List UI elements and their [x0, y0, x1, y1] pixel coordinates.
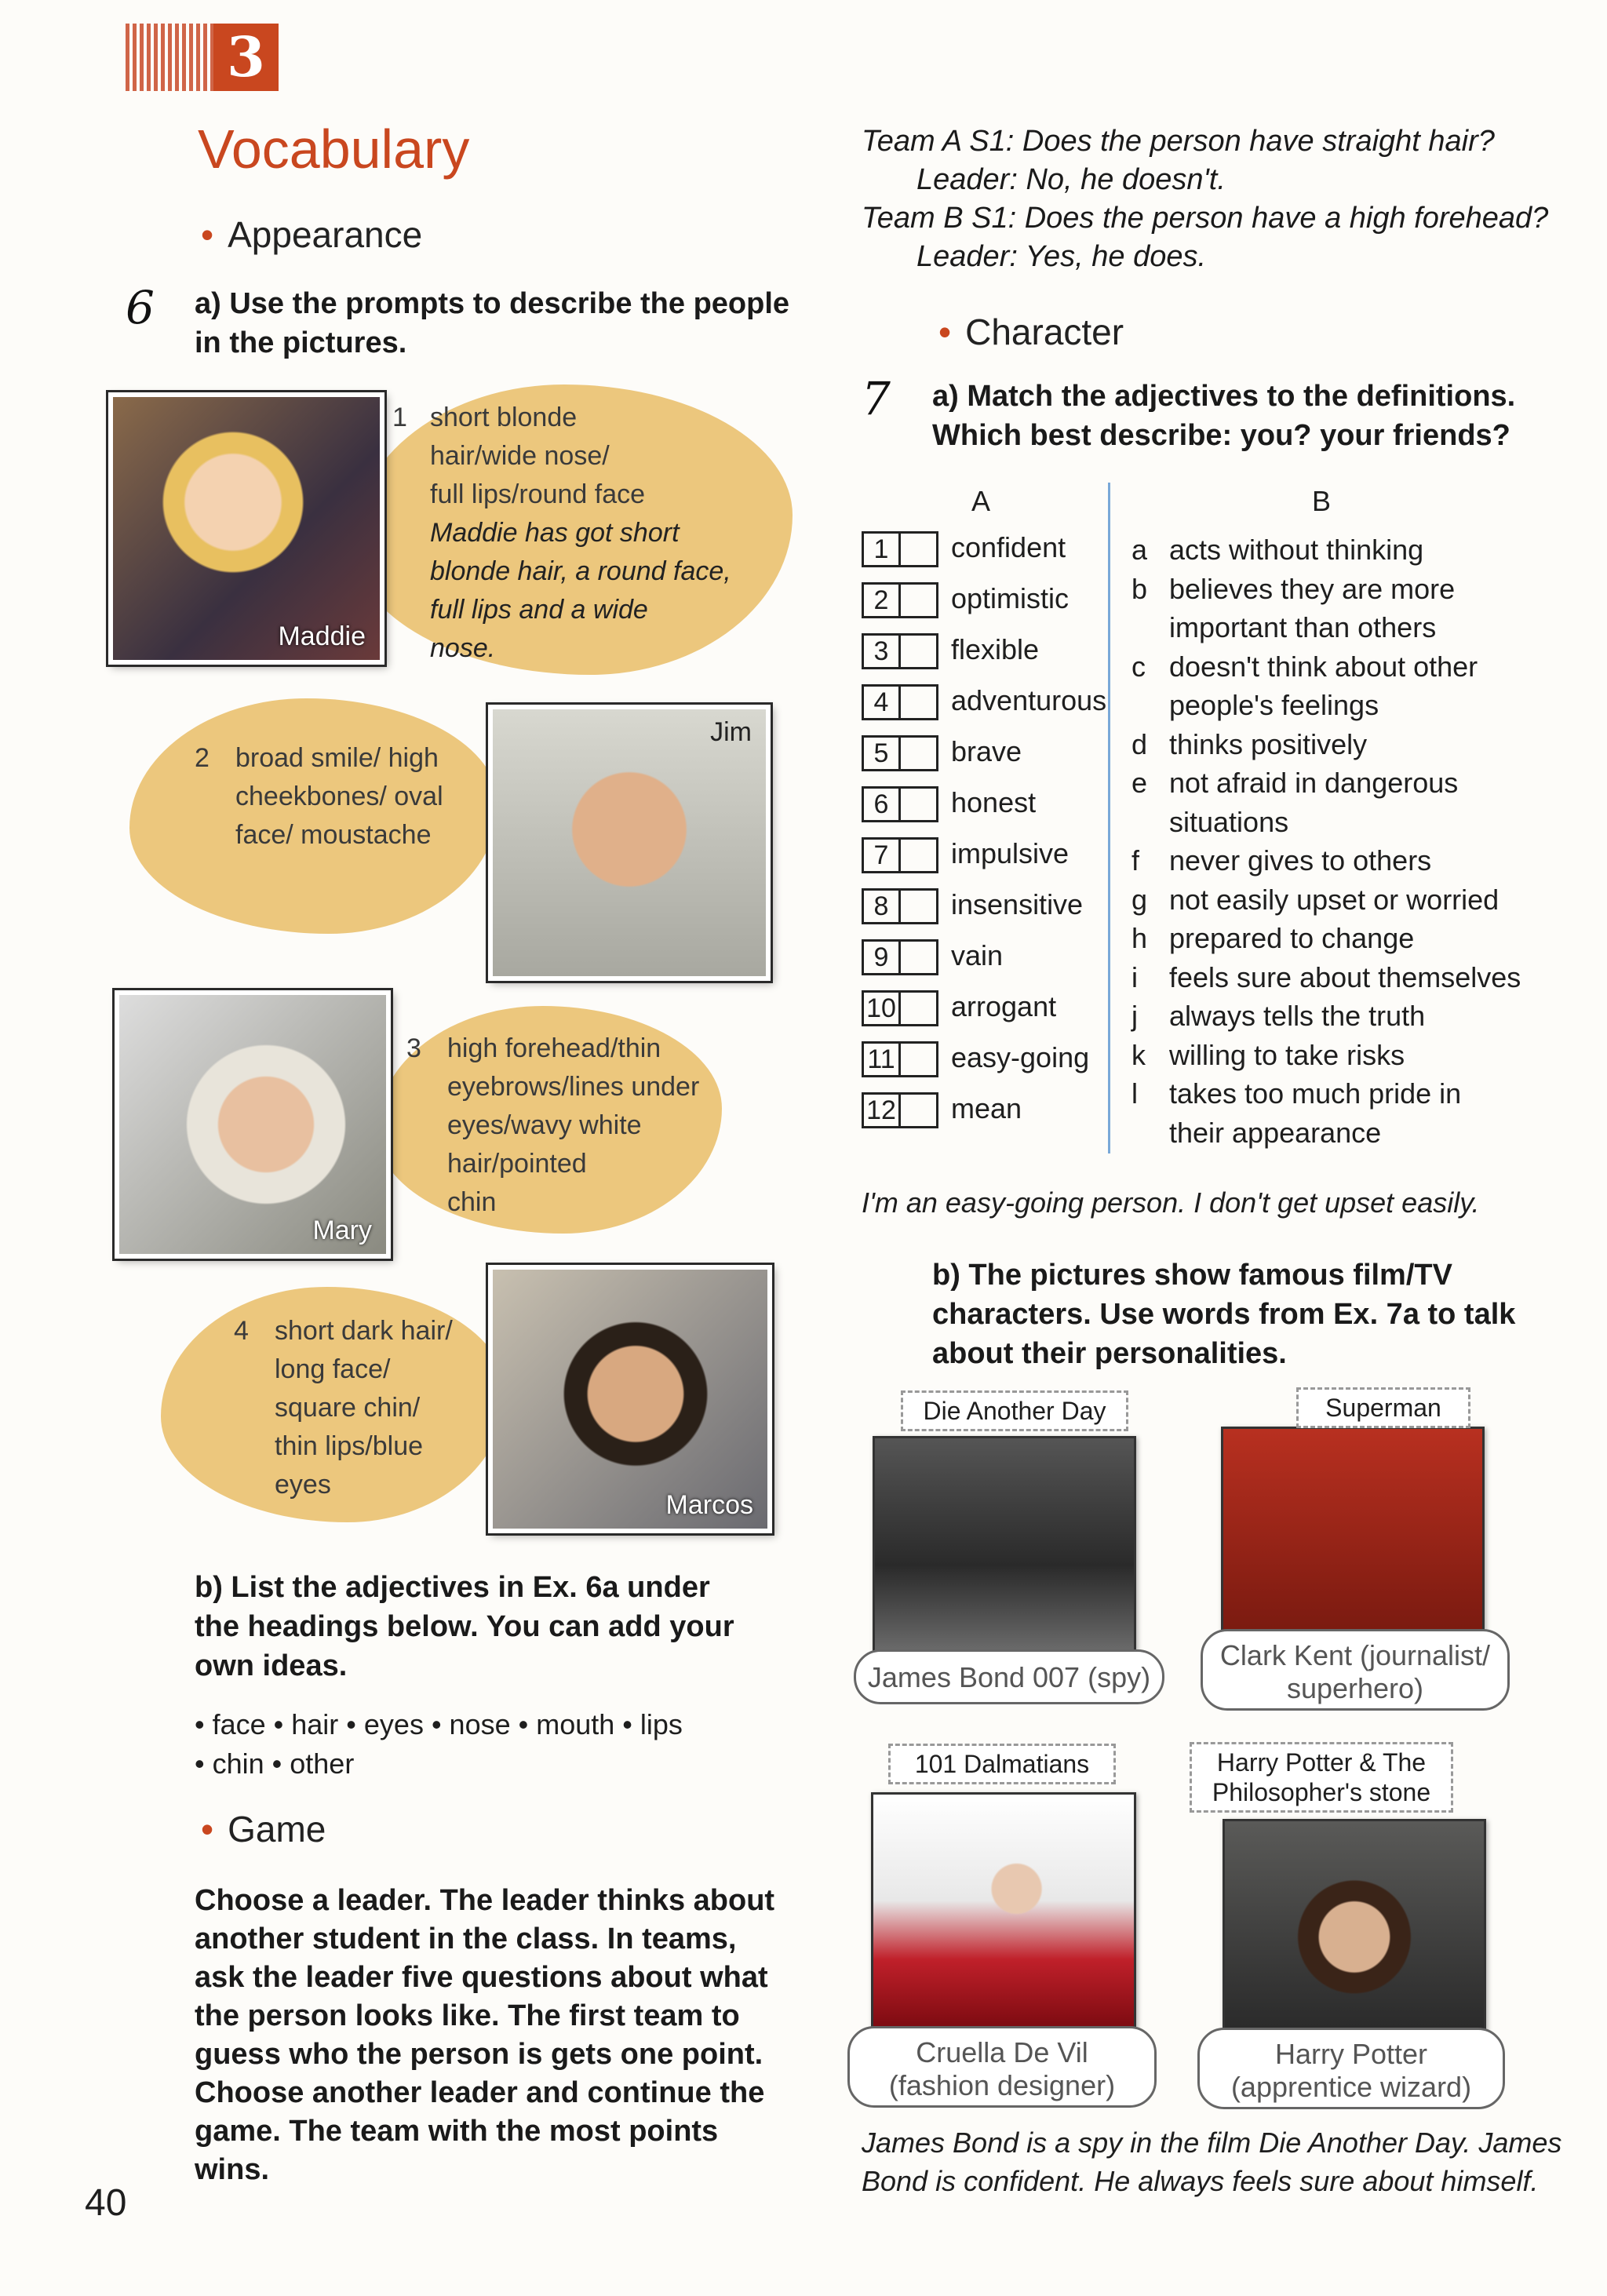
headings-line-2: • chin • other	[195, 1748, 355, 1780]
photo-caption: Jim	[710, 717, 752, 747]
definition: d thinks positively	[1131, 727, 1368, 760]
definition: e not afraid in dangerous situations	[1131, 767, 1459, 838]
prompt-line: hair/wide nose/	[430, 441, 610, 471]
model-line: blonde hair, a round face,	[430, 556, 731, 586]
appearance-heading: • Appearance	[201, 214, 423, 255]
answer-box[interactable]: 1	[862, 531, 938, 567]
adjective-row: 2 optimistic	[862, 581, 1106, 632]
answer-box[interactable]: 12	[862, 1092, 938, 1128]
answer-box[interactable]: 6	[862, 786, 938, 822]
exercise-7a-instruction: a) Match the adjectives to the definitions. Which best describe: you? your friends?	[932, 380, 1516, 452]
prompt-line: long face/	[275, 1354, 391, 1384]
prompt-line: face/ moustache	[235, 820, 432, 850]
definition: j always tells the truth	[1131, 1000, 1426, 1032]
prompt-line: eyes/wavy white	[447, 1110, 642, 1140]
column-divider	[1108, 483, 1110, 1153]
definition: i feels sure about themselves	[1131, 960, 1521, 993]
photo-mary	[115, 990, 391, 1259]
unit-badge	[126, 24, 279, 91]
prompt-line: high forehead/thin	[447, 1033, 661, 1063]
prompt-line: short dark hair/	[275, 1316, 453, 1346]
definition: g not easily upset or worried	[1131, 883, 1500, 916]
column-a-heading: A	[971, 485, 991, 517]
photo-caption: Marcos	[665, 1490, 753, 1520]
page-number: 40	[85, 2182, 127, 2224]
answer-box[interactable]: 9	[862, 939, 938, 975]
prompt-line: full lips/round face	[430, 479, 646, 509]
film-photo-bond	[873, 1436, 1136, 1653]
adjective-row: 6 honest	[862, 785, 1106, 836]
prompt-line: eyebrows/lines under	[447, 1072, 700, 1102]
example-line: Bond is confident. He always feels sure about himself.	[862, 2165, 1539, 2197]
photo-marcos	[488, 1265, 772, 1533]
answer-box[interactable]: 8	[862, 888, 938, 924]
exercise-6a-instruction: a) Use the prompts to describe the people in the pictures.	[195, 287, 790, 359]
definition: a acts without thinking	[1131, 534, 1424, 566]
definition: c doesn't think about other people's feelings	[1131, 650, 1478, 721]
label-line: Harry Potter	[1274, 2038, 1428, 2070]
prompt-line: cheekbones/ oval	[235, 782, 443, 811]
character-label	[847, 2026, 1157, 2108]
adjective-row: 12 mean	[862, 1092, 1106, 1143]
answer-box[interactable]: 5	[862, 735, 938, 771]
game-instructions: Choose a leader. The leader thinks about another student in the class. In teams, ask the leader five questions about what the person looks like. The first team to guess who the person is gets one point. Choose another leader and continue the game. The team with the most points wins.	[195, 1884, 775, 2186]
prompt-line: broad smile/ high	[235, 743, 439, 773]
tag-line: Harry Potter & The	[1216, 1748, 1427, 1777]
adjective-row: 11 easy-going	[862, 1040, 1106, 1092]
example-line: James Bond is a spy in the film Die Another Day. James	[862, 2127, 1562, 2159]
dialog-line-1: Team A S1: Does the person have straight hair?	[862, 125, 1495, 158]
film-tag: Die Another Day	[901, 1390, 1128, 1431]
photo-caption: Maddie	[278, 621, 366, 651]
prompt-3-text	[447, 1030, 722, 1222]
definition: h prepared to change	[1131, 922, 1415, 954]
game-heading: • Game	[201, 1809, 326, 1850]
definition: b believes they are more important than others	[1131, 572, 1456, 643]
headings-line-1: • face • hair • eyes • nose • mouth • lips	[195, 1708, 683, 1740]
prompt-4-text	[275, 1312, 494, 1504]
exercise-6-number: 6	[126, 281, 155, 334]
prompt-line: chin	[447, 1187, 497, 1217]
label-line: Clark Kent (journalist/	[1219, 1639, 1491, 1671]
adjective-row: 1 confident	[862, 530, 1106, 581]
label-line: (fashion designer)	[888, 2069, 1116, 2101]
answer-box[interactable]: 7	[862, 837, 938, 873]
definition: k willing to take risks	[1131, 1038, 1405, 1071]
film-tag: Superman	[1296, 1387, 1470, 1428]
adjective-row: 3 flexible	[862, 632, 1106, 683]
exercise-6b-instruction: b) List the adjectives in Ex. 6a under the headings below. You can add your own ideas.	[195, 1571, 734, 1682]
adjective-row: 9 vain	[862, 938, 1106, 989]
answer-box[interactable]: 4	[862, 684, 938, 720]
prompt-2-number: 2	[195, 743, 210, 773]
character-label: James Bond 007 (spy)	[854, 1649, 1164, 1704]
adjective-row: 7 impulsive	[862, 836, 1106, 887]
label-line: superhero)	[1286, 1672, 1424, 1704]
film-photo-cruella	[871, 1792, 1136, 2032]
prompt-line: square chin/	[275, 1393, 421, 1423]
prompt-2-text	[235, 739, 486, 855]
answer-box[interactable]: 2	[862, 582, 938, 618]
label-line: (apprentice wizard)	[1230, 2071, 1472, 2103]
film-tag: 101 Dalmatians	[888, 1744, 1116, 1784]
adjective-row: 8 insensitive	[862, 887, 1106, 938]
model-line: nose.	[430, 633, 496, 663]
prompt-3-number: 3	[406, 1033, 421, 1063]
adjective-list	[862, 530, 1106, 1143]
model-line: full lips and a wide	[430, 595, 648, 625]
film-photo-superman	[1221, 1427, 1485, 1635]
prompt-4-number: 4	[234, 1316, 249, 1346]
character-label	[1201, 1629, 1510, 1711]
character-heading: • Character	[938, 312, 1124, 352]
exercise-7-number: 7	[862, 372, 891, 425]
adjective-row: 10 arrogant	[862, 989, 1106, 1040]
page-title: Vocabulary	[198, 118, 470, 180]
tag-line: Philosopher's stone	[1212, 1778, 1431, 1806]
photo-jim	[488, 705, 771, 981]
example-7b	[862, 2123, 1561, 2200]
exercise-7b-instruction: b) The pictures show famous film/TV characters. Use words from Ex. 7a to talk about their personalities.	[932, 1259, 1516, 1370]
unit-number: 3	[213, 24, 279, 91]
adjective-row: 5 brave	[862, 734, 1106, 785]
definition-list	[1131, 530, 1540, 1152]
answer-box[interactable]: 10	[862, 990, 938, 1026]
answer-box[interactable]: 11	[862, 1041, 938, 1077]
dialog-line-3: Team B S1: Does the person have a high forehead?	[862, 202, 1549, 235]
dialog-line-4: Leader: Yes, he does.	[916, 240, 1207, 273]
definition: f never gives to others	[1131, 844, 1432, 876]
prompt-number: 1	[392, 403, 407, 432]
prompt-line: hair/pointed	[447, 1149, 587, 1179]
photo-maddie	[108, 392, 384, 665]
prompt-line: thin lips/blue	[275, 1431, 424, 1461]
dialog-line-2: Leader: No, he doesn't.	[916, 163, 1226, 196]
column-b-heading: B	[1312, 485, 1332, 517]
label-line: Cruella De Vil	[916, 2036, 1088, 2068]
model-line: Maddie has got short	[430, 518, 680, 548]
prompt-line: short blonde	[430, 403, 578, 432]
prompt-line: eyes	[275, 1470, 331, 1500]
unit-badge-pattern	[126, 24, 216, 91]
character-label	[1197, 2028, 1505, 2109]
film-tag	[1190, 1742, 1453, 1813]
answer-box[interactable]: 3	[862, 633, 938, 669]
photo-caption: Mary	[312, 1215, 372, 1245]
definition: l takes too much pride in their appearance	[1131, 1077, 1462, 1149]
adjective-row: 4 adventurous	[862, 683, 1106, 734]
example-7a: I'm an easy-going person. I don't get upset easily.	[862, 1186, 1480, 1219]
prompt-1-text	[430, 399, 799, 668]
film-photo-harry-potter	[1223, 1819, 1486, 2034]
